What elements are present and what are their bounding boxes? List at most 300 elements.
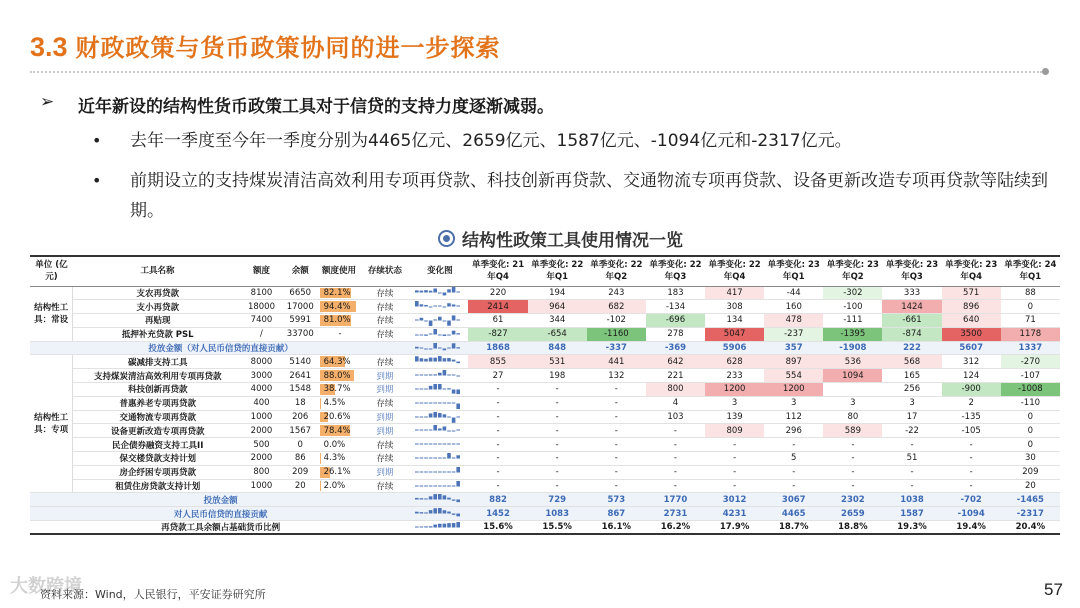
- usage-bar: [320, 479, 359, 493]
- sparkline-bar: [448, 512, 452, 514]
- sparkline-bar: [420, 359, 424, 362]
- sparkline-chart: [415, 343, 461, 354]
- sparkline-bar: [443, 348, 447, 350]
- quarter-value: 5047: [705, 327, 764, 341]
- quarter-value: -: [882, 438, 941, 452]
- usage-fill: [320, 453, 322, 464]
- balance-value: 1567: [281, 424, 320, 438]
- usage-text: 94.4%: [323, 301, 351, 312]
- sparkline-bar: [452, 402, 456, 403]
- quarter-value: -: [528, 438, 587, 452]
- sparkline-bar: [438, 429, 442, 431]
- total-contribution-row: [30, 507, 1060, 521]
- category-label: 结构性工具：专项: [30, 355, 73, 493]
- section-number: 3.3: [30, 32, 68, 62]
- ratio-value: 16.1%: [587, 521, 646, 535]
- balance-value: 209: [281, 465, 320, 479]
- sub-bullet-1: [92, 126, 852, 156]
- sparkline-bar: [448, 320, 452, 325]
- quarter-value: 243: [587, 286, 646, 300]
- quarter-value: -: [468, 479, 527, 493]
- quarter-value: -134: [646, 300, 705, 314]
- sparkline-bar: [425, 375, 429, 376]
- quarter-value: 344: [528, 314, 587, 328]
- table-row: [30, 479, 1060, 493]
- quarter-value: -: [942, 479, 1001, 493]
- ratio-value: 18.7%: [764, 521, 823, 535]
- quarter-value: 3: [823, 396, 882, 410]
- quarter-value: 800: [646, 383, 705, 397]
- quarter-value: -: [587, 452, 646, 466]
- sparkline-bar: [434, 289, 438, 293]
- usage-text: 82.1%: [323, 287, 351, 298]
- sparkline-bar: [452, 330, 456, 334]
- quarter-value: 642: [646, 355, 705, 369]
- tool-name: 科技创新再贷款: [73, 383, 242, 397]
- table-row: [30, 314, 1060, 328]
- sparkline-bar: [457, 522, 461, 528]
- quarter-value: 1424: [882, 300, 941, 314]
- sparkline-bar: [457, 362, 461, 364]
- subtotal-value: 3067: [764, 493, 823, 507]
- title-divider: [30, 71, 1042, 73]
- quarter-value: -: [823, 479, 882, 493]
- usage-text: 4.3%: [323, 453, 346, 464]
- sparkline-bar: [429, 291, 433, 293]
- quarter-value: -: [646, 438, 705, 452]
- sparkline-bar: [438, 373, 442, 376]
- quarter-value: 308: [705, 300, 764, 314]
- col-q: 单季变化: 23年Q3: [882, 256, 941, 286]
- dot-bullet-icon: •: [92, 171, 102, 190]
- sparkline-chart: [415, 398, 461, 409]
- usage-text: 0.0%: [323, 439, 346, 450]
- usage-bar: [320, 327, 359, 341]
- policy-tools-table: [30, 255, 1060, 535]
- sparkline-cell: [411, 465, 468, 479]
- quarter-value: 3: [882, 396, 941, 410]
- sparkline-bar: [452, 523, 456, 527]
- sparkline-cell: [411, 521, 468, 535]
- quarter-value: 568: [882, 355, 941, 369]
- usage-bar: [320, 438, 359, 452]
- quarter-value: -: [587, 396, 646, 410]
- col-status: 存续状态: [358, 256, 411, 286]
- table-row: [30, 355, 1060, 369]
- quarter-value: 589: [823, 424, 882, 438]
- page-number: 57: [1044, 580, 1063, 599]
- quarter-value: 139: [705, 410, 764, 424]
- quarter-value: 198: [528, 369, 587, 383]
- sparkline-bar: [438, 508, 442, 514]
- sparkline-bar: [448, 431, 452, 432]
- quarter-value: -661: [882, 314, 941, 328]
- quarter-value: 165: [882, 369, 941, 383]
- total-value: 1083: [528, 507, 587, 521]
- sparkline-bar: [452, 500, 456, 501]
- col-usage: 额度使用: [320, 256, 359, 286]
- usage-fill: [320, 398, 322, 409]
- sparkline-bar: [415, 485, 419, 486]
- sparkline-bar: [457, 333, 461, 334]
- quarter-value: -: [764, 438, 823, 452]
- sparkline-bar: [448, 471, 452, 472]
- sparkline-bar: [457, 389, 461, 394]
- ratio-value: 19.3%: [882, 521, 941, 535]
- sparkline-bar: [457, 467, 461, 473]
- quarter-value: -22: [882, 424, 941, 438]
- quota-value: 400: [242, 396, 281, 410]
- sparkline-bar: [443, 307, 447, 308]
- sparkline-bar: [415, 457, 419, 458]
- sparkline-bar: [457, 416, 461, 417]
- quarter-value: 132: [587, 369, 646, 383]
- sparkline-bar: [429, 348, 433, 349]
- quarter-value: 896: [942, 300, 1001, 314]
- subtotal-value: 1868: [468, 341, 527, 355]
- sparkline-bar: [429, 386, 433, 390]
- sparkline-bar: [434, 471, 438, 472]
- sparkline-bar: [434, 457, 438, 458]
- quarter-value: -: [468, 410, 527, 424]
- quarter-value: -: [705, 479, 764, 493]
- col-q: 单季变化: 23年Q4: [942, 256, 1001, 286]
- sparkline-chart: [415, 467, 461, 478]
- table-row: [30, 286, 1060, 300]
- subtotal-value: 1038: [882, 493, 941, 507]
- quota-value: 800: [242, 465, 281, 479]
- quarter-value: -: [646, 452, 705, 466]
- tool-name: 抵押补充贷款 PSL: [73, 327, 242, 341]
- usage-bar: [320, 314, 359, 328]
- usage-bar: [320, 465, 359, 479]
- col-q: 单季变化: 22年Q2: [587, 256, 646, 286]
- total-value: 1452: [468, 507, 527, 521]
- sparkline-bar: [434, 402, 438, 403]
- sparkline-bar: [415, 444, 419, 445]
- sparkline-bar: [443, 444, 447, 445]
- sparkline-bar: [425, 444, 429, 445]
- quarter-value: 0: [1001, 410, 1060, 424]
- quarter-value: 536: [823, 355, 882, 369]
- subtotal-value: -369: [646, 341, 705, 355]
- quarter-value: -105: [942, 424, 1001, 438]
- quarter-value: 30: [1001, 452, 1060, 466]
- total-value: 4231: [705, 507, 764, 521]
- sparkline-bar: [429, 413, 433, 417]
- quarter-value: 160: [764, 300, 823, 314]
- sparkline-bar: [443, 402, 447, 403]
- quarter-value: -100: [823, 300, 882, 314]
- quarter-value: 51: [882, 452, 941, 466]
- col-q: 单季变化: 22年Q3: [646, 256, 705, 286]
- sparkline-bar: [434, 343, 438, 349]
- subtotal-value: 357: [764, 341, 823, 355]
- quarter-value: 1200: [764, 383, 823, 397]
- sparkline-bar: [452, 305, 456, 307]
- quarter-value: 0: [1001, 438, 1060, 452]
- quarter-value: 478: [764, 314, 823, 328]
- sparkline-bar: [434, 508, 438, 513]
- subtotal-value: -337: [587, 341, 646, 355]
- sparkline-bar: [420, 512, 424, 513]
- usage-bar: [320, 286, 359, 300]
- col-chart: 变化图: [411, 256, 468, 286]
- quarter-value: 312: [942, 355, 1001, 369]
- sparkline-bar: [415, 346, 419, 348]
- sparkline-bar: [415, 526, 419, 527]
- usage-bar: [320, 452, 359, 466]
- usage-text: 2.0%: [323, 481, 346, 492]
- quarter-value: -874: [882, 327, 941, 341]
- quarter-value: -: [646, 479, 705, 493]
- sparkline-bar: [425, 320, 429, 321]
- subtotal-value: 5906: [705, 341, 764, 355]
- section-title: 财政政策与货币政策协同的进一步探索: [75, 34, 501, 62]
- sparkline-bar: [443, 485, 447, 486]
- tool-name: 支小再贷款: [73, 300, 242, 314]
- quarter-value: 2414: [468, 300, 527, 314]
- subtotal-value: -1908: [823, 341, 882, 355]
- sparkline-bar: [438, 293, 442, 294]
- col-q: 单季变化: 22年Q4: [705, 256, 764, 286]
- sparkline-bar: [443, 359, 447, 362]
- sparkline-bar: [429, 333, 433, 334]
- quarter-value: 1094: [823, 369, 882, 383]
- sparkline-chart: [415, 412, 461, 423]
- sparkline-bar: [448, 498, 452, 500]
- quarter-value: -: [587, 424, 646, 438]
- quota-value: 18000: [242, 300, 281, 314]
- quarter-value: 88: [1001, 286, 1060, 300]
- quarter-value: -: [468, 465, 527, 479]
- tool-name: 碳减排支持工具: [73, 355, 242, 369]
- total-value: 4465: [764, 507, 823, 521]
- sparkline-bar: [438, 384, 442, 390]
- sparkline-chart: [415, 508, 461, 519]
- tool-name: 租赁住房贷款支持计划: [73, 479, 242, 493]
- sparkline-bar: [452, 471, 456, 472]
- quarter-value: 682: [587, 300, 646, 314]
- quarter-value: 209: [1001, 465, 1060, 479]
- sparkline-bar: [434, 329, 438, 335]
- sparkline-bar: [434, 412, 438, 418]
- watermark: 大数跨境: [10, 576, 82, 597]
- sparkline-bar: [457, 319, 461, 320]
- subtotal-value: 1770: [646, 493, 705, 507]
- sparkline-bar: [420, 304, 424, 306]
- sparkline-bar: [420, 318, 424, 321]
- quarter-value: 61: [468, 314, 527, 328]
- usage-text: 38.7%: [323, 384, 351, 395]
- quarter-value: 183: [646, 286, 705, 300]
- sparkline-chart: [415, 481, 461, 492]
- total-label: 对人民币信贷的直接贡献: [30, 507, 411, 521]
- sparkline-bar: [429, 375, 433, 376]
- sparkline-bar: [420, 388, 424, 389]
- quarter-value: 628: [705, 355, 764, 369]
- total-value: 867: [587, 507, 646, 521]
- status-value: 到期: [358, 369, 411, 383]
- quarter-value: -102: [587, 314, 646, 328]
- sparkline-bar: [452, 389, 456, 393]
- category-label: 结构性工具：常设: [30, 286, 73, 341]
- balance-value: 6650: [281, 286, 320, 300]
- sparkline-cell: [411, 369, 468, 383]
- radio-circle-icon: [438, 230, 455, 247]
- sparkline-bar: [415, 357, 419, 362]
- quarter-value: -107: [1001, 369, 1060, 383]
- sparkline-bar: [438, 402, 442, 403]
- subtotal-label: 投放金额（对人民币信贷的直接贡献）: [30, 341, 411, 355]
- sparkline-bar: [448, 290, 452, 293]
- table-row: [30, 300, 1060, 314]
- quarter-value: -827: [468, 327, 527, 341]
- sparkline-bar: [443, 457, 447, 458]
- status-value: 存续: [358, 314, 411, 328]
- sparkline-bar: [434, 319, 438, 320]
- quarter-value: 17: [882, 410, 941, 424]
- quarter-value: -: [528, 396, 587, 410]
- sparkline-cell: [411, 300, 468, 314]
- quarter-value: 640: [942, 314, 1001, 328]
- sparkline-bar: [457, 292, 461, 293]
- sparkline-bar: [443, 427, 447, 431]
- quarter-value: -: [528, 424, 587, 438]
- usage-bar: [320, 396, 359, 410]
- sparkline-bar: [438, 457, 442, 458]
- sparkline-bar: [452, 360, 456, 362]
- sparkline-bar: [420, 375, 424, 376]
- ratio-value: 16.2%: [646, 521, 705, 535]
- table-title-text: 结构性政策工具使用情况一览: [462, 231, 683, 251]
- usage-bar: [320, 424, 359, 438]
- sparkline-bar: [452, 431, 456, 432]
- main-bullet: [40, 92, 554, 117]
- tool-name: 交通物流专项再贷款: [73, 410, 242, 424]
- quarter-value: 417: [705, 286, 764, 300]
- usage-text: 88.0%: [323, 370, 351, 381]
- sparkline-cell: [411, 479, 468, 493]
- quarter-value: 103: [646, 410, 705, 424]
- quarter-value: -: [468, 438, 527, 452]
- col-unit: 单位 (亿元): [30, 256, 73, 286]
- sparkline-bar: [425, 348, 429, 349]
- sparkline-chart: [415, 329, 461, 340]
- sparkline-cell: [411, 286, 468, 300]
- quarter-value: 1178: [1001, 327, 1060, 341]
- sparkline-bar: [457, 500, 461, 503]
- quarter-value: -: [468, 452, 527, 466]
- sparkline-cell: [411, 452, 468, 466]
- sparkline-bar: [457, 481, 461, 487]
- sparkline-bar: [415, 402, 419, 403]
- sparkline-cell: [411, 314, 468, 328]
- col-q: 单季变化: 23年Q1: [764, 256, 823, 286]
- sparkline-bar: [452, 514, 456, 515]
- sparkline-chart: [415, 425, 461, 436]
- sparkline-bar: [443, 523, 447, 527]
- quarter-value: -1008: [1001, 383, 1060, 397]
- sparkline-bar: [425, 334, 429, 335]
- col-q: 单季变化: 21年Q4: [468, 256, 527, 286]
- sparkline-bar: [429, 457, 433, 458]
- table-header-row: [30, 256, 1060, 286]
- quarter-value: 855: [468, 355, 527, 369]
- sparkline-bar: [438, 306, 442, 307]
- usage-bar: [320, 383, 359, 397]
- status-value: 存续: [358, 300, 411, 314]
- usage-text: 81.0%: [323, 315, 351, 326]
- sparkline-bar: [452, 315, 456, 320]
- quota-value: 3000: [242, 369, 281, 383]
- table-row: [30, 424, 1060, 438]
- quota-value: 1000: [242, 410, 281, 424]
- tool-name: 支持煤炭清洁高效利用专项再贷款: [73, 369, 242, 383]
- quarter-value: 1200: [705, 383, 764, 397]
- quota-value: 8000: [242, 355, 281, 369]
- quarter-value: 80: [823, 410, 882, 424]
- quarter-value: 531: [528, 355, 587, 369]
- sparkline-bar: [425, 430, 429, 431]
- sub-bullet-2: [92, 166, 1052, 226]
- sparkline-bar: [429, 497, 433, 500]
- subtotal-value: 848: [528, 341, 587, 355]
- sparkline-cell: [411, 341, 468, 355]
- quarter-value: 221: [646, 369, 705, 383]
- sparkline-bar: [429, 510, 433, 513]
- sparkline-bar: [425, 359, 429, 362]
- quarter-value: -: [587, 383, 646, 397]
- quarter-value: -: [587, 479, 646, 493]
- subtotal-value: 573: [587, 493, 646, 507]
- total-value: -2317: [1001, 507, 1060, 521]
- quarter-value: -: [528, 465, 587, 479]
- quarter-value: -: [823, 438, 882, 452]
- sparkline-bar: [443, 334, 447, 336]
- status-value: 到期: [358, 410, 411, 424]
- subtotal-row: [30, 493, 1060, 507]
- sparkline-bar: [420, 347, 424, 348]
- table-row: [30, 438, 1060, 452]
- sparkline-bar: [434, 444, 438, 445]
- subtotal-value: 5607: [942, 341, 1001, 355]
- subtotal-row: [30, 341, 1060, 355]
- quarter-value: 124: [942, 369, 1001, 383]
- sparkline-bar: [448, 453, 452, 459]
- sparkline-cell: [411, 383, 468, 397]
- quarter-value: 964: [528, 300, 587, 314]
- subtotal-value: 2302: [823, 493, 882, 507]
- sparkline-bar: [438, 485, 442, 486]
- sparkline-bar: [457, 306, 461, 307]
- usage-bar: [320, 410, 359, 424]
- quarter-value: 278: [646, 327, 705, 341]
- usage-bar: [320, 369, 359, 383]
- usage-text: 64.3%: [323, 356, 351, 367]
- sparkline-chart: [415, 522, 461, 533]
- sparkline-bar: [425, 416, 429, 417]
- sparkline-bar: [438, 494, 442, 500]
- sparkline-chart: [415, 315, 461, 326]
- quarter-value: 27: [468, 369, 527, 383]
- quarter-value: -: [646, 465, 705, 479]
- sparkline-bar: [415, 301, 419, 307]
- quarter-value: -: [528, 452, 587, 466]
- quarter-value: -: [764, 465, 823, 479]
- subtotal-value: 729: [528, 493, 587, 507]
- main-bullet-text: 近年新设的结构性货币政策工具对于信贷的支持力度逐渐减弱。: [78, 97, 554, 117]
